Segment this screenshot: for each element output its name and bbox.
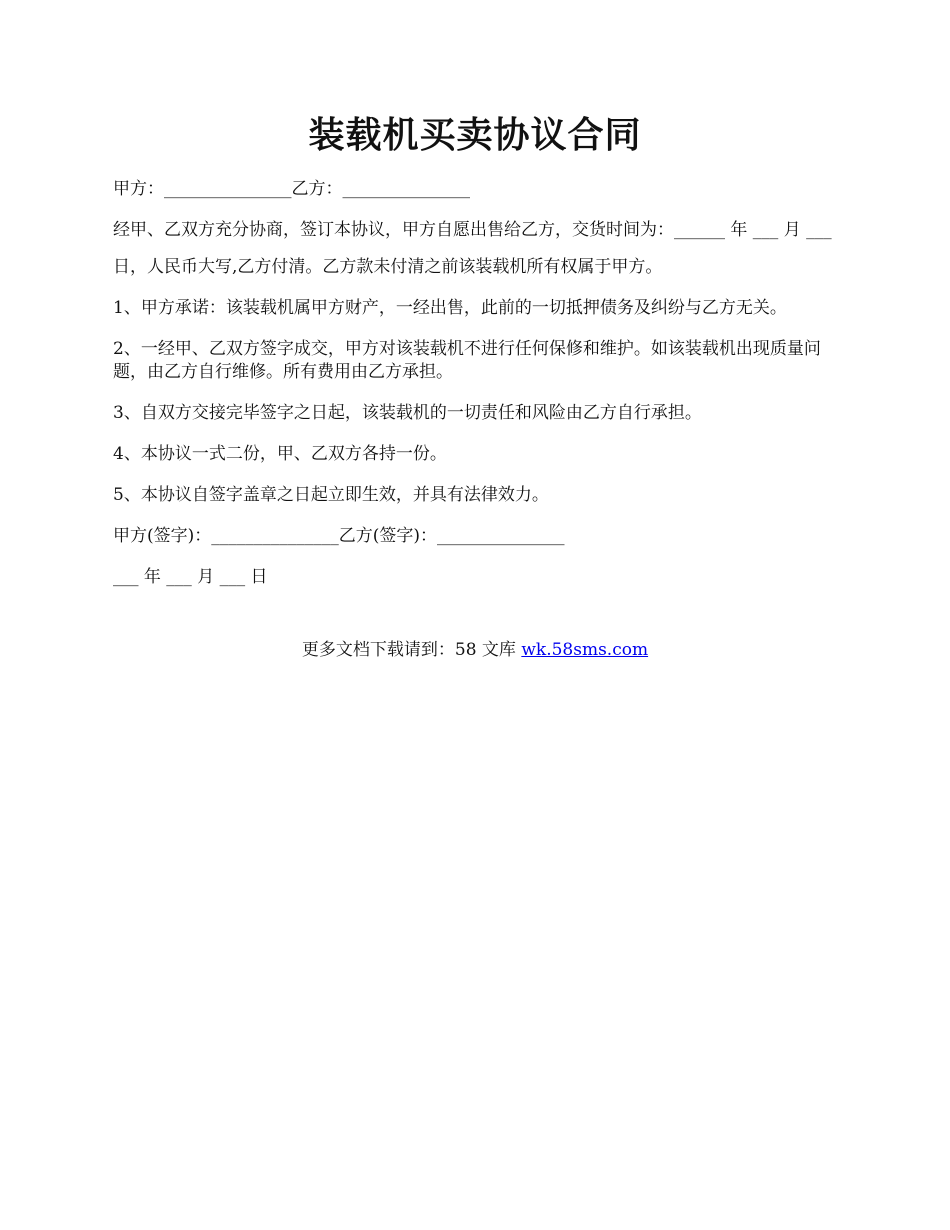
clause-5: 5、本协议自签字盖章之日起立即生效，并具有法律效力。 bbox=[113, 485, 549, 505]
clause-2: 2、一经甲、乙双方签字成交，甲方对该装载机不进行任何保修和维护。如该装载机出现质量问题，由乙方自行维修。所有费用由乙方承担。 bbox=[113, 339, 821, 382]
party-line: 甲方：_______________乙方：_______________ bbox=[113, 179, 470, 199]
payment-clause: 日，人民币大写,乙方付清。乙方款未付清之前该装载机所有权属于甲方。 bbox=[113, 257, 663, 277]
agreement-intro: 经甲、乙双方充分协商，签订本协议，甲方自愿出售给乙方，交货时间为：______ 年 ___ 月 ___ bbox=[113, 220, 832, 240]
document-title: 装载机买卖协议合同 bbox=[308, 114, 642, 156]
date-line: ___ 年 ___ 月 ___ 日 bbox=[113, 567, 268, 587]
clause-1: 1、甲方承诺：该装载机属甲方财产，一经出售，此前的一切抵押债务及纠纷与乙方无关。 bbox=[113, 298, 787, 318]
document-body bbox=[113, 178, 841, 607]
clause-3: 3、自双方交接完毕签字之日起，该装载机的一切责任和风险由乙方自行承担。 bbox=[113, 403, 702, 423]
footer-text: 更多文档下载请到：58 文库 bbox=[301, 640, 522, 660]
clause-4: 4、本协议一式二份，甲、乙双方各持一份。 bbox=[113, 444, 447, 464]
footer-link[interactable]: wk.58sms.com bbox=[521, 640, 649, 660]
signature-line: 甲方(签字)：_______________乙方(签字)：_______________ bbox=[113, 526, 565, 546]
download-footer bbox=[0, 638, 950, 662]
